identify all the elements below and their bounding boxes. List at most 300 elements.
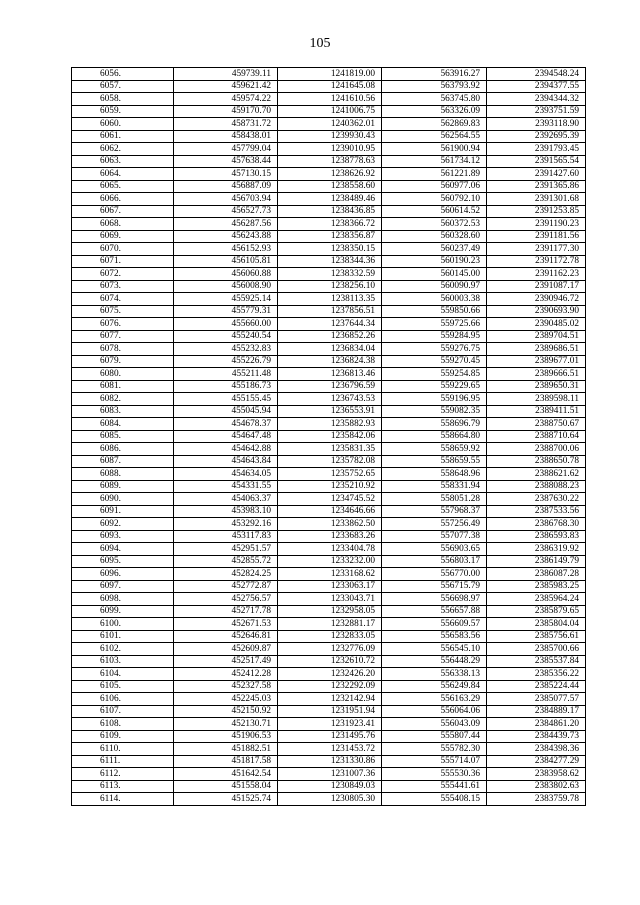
x2-cell: 555408.15 [382,793,487,806]
point-number-cell: 6069. [72,230,174,243]
x2-cell: 556657.88 [382,605,487,618]
y2-cell: 2391365.86 [487,180,586,193]
y1-cell: 1233043.71 [278,593,382,606]
table-row [72,593,586,606]
y2-cell: 2385804.04 [487,618,586,631]
y2-cell: 2393751.59 [487,105,586,118]
y2-cell: 2391162.23 [487,268,586,281]
point-number-cell: 6065. [72,180,174,193]
y1-cell: 1230849.03 [278,780,382,793]
x1-cell: 452646.81 [174,630,278,643]
y2-cell: 2389704.51 [487,330,586,343]
x2-cell: 560090.97 [382,280,487,293]
y2-cell: 2384439.73 [487,730,586,743]
y1-cell: 1235842.06 [278,430,382,443]
y1-cell: 1232292.09 [278,680,382,693]
point-number-cell: 6099. [72,605,174,618]
x1-cell: 452130.71 [174,718,278,731]
point-number-cell: 6072. [72,268,174,281]
x1-cell: 454063.37 [174,493,278,506]
x2-cell: 559850.66 [382,305,487,318]
point-number-cell: 6103. [72,655,174,668]
y1-cell: 1241819.00 [278,68,382,81]
y1-cell: 1233168.62 [278,568,382,581]
y2-cell: 2388650.78 [487,455,586,468]
point-number-cell: 6091. [72,505,174,518]
y1-cell: 1235831.35 [278,443,382,456]
x2-cell: 559082.35 [382,405,487,418]
table-row [72,80,586,93]
x2-cell: 556715.79 [382,580,487,593]
y1-cell: 1241006.75 [278,105,382,118]
x2-cell: 555714.07 [382,755,487,768]
table-row [72,605,586,618]
x2-cell: 560614.52 [382,205,487,218]
table-row [72,480,586,493]
x2-cell: 556249.84 [382,680,487,693]
point-number-cell: 6101. [72,630,174,643]
x2-cell: 559276.75 [382,343,487,356]
x2-cell: 559254.85 [382,368,487,381]
x2-cell: 556338.13 [382,668,487,681]
point-number-cell: 6108. [72,718,174,731]
point-number-cell: 6061. [72,130,174,143]
y1-cell: 1231951.94 [278,705,382,718]
y1-cell: 1233232.00 [278,555,382,568]
point-number-cell: 6059. [72,105,174,118]
y1-cell: 1238256.10 [278,280,382,293]
x1-cell: 454634.05 [174,468,278,481]
point-number-cell: 6079. [72,355,174,368]
y2-cell: 2387630.22 [487,493,586,506]
x1-cell: 455925.14 [174,293,278,306]
y2-cell: 2389650.31 [487,380,586,393]
table-row [72,230,586,243]
x1-cell: 459621.42 [174,80,278,93]
y1-cell: 1233404.78 [278,543,382,556]
table-row [72,630,586,643]
x2-cell: 556043.09 [382,718,487,731]
y2-cell: 2390485.02 [487,318,586,331]
point-number-cell: 6088. [72,468,174,481]
x1-cell: 452951.57 [174,543,278,556]
y2-cell: 2385077.57 [487,693,586,706]
point-number-cell: 6081. [72,380,174,393]
x2-cell: 559196.95 [382,393,487,406]
table-row [72,743,586,756]
table-row [72,543,586,556]
table-row [72,168,586,181]
x1-cell: 452717.78 [174,605,278,618]
point-number-cell: 6066. [72,193,174,206]
table-row [72,268,586,281]
y2-cell: 2384398.36 [487,743,586,756]
point-number-cell: 6104. [72,668,174,681]
table-row [72,793,586,806]
y2-cell: 2389686.51 [487,343,586,356]
x2-cell: 555807.44 [382,730,487,743]
table-row [72,343,586,356]
point-number-cell: 6105. [72,680,174,693]
x1-cell: 457638.44 [174,155,278,168]
y2-cell: 2391172.78 [487,255,586,268]
y1-cell: 1238356.87 [278,230,382,243]
point-number-cell: 6111. [72,755,174,768]
table-row [72,418,586,431]
x2-cell: 557968.37 [382,505,487,518]
x2-cell: 562564.55 [382,130,487,143]
x2-cell: 556609.57 [382,618,487,631]
y1-cell: 1238558.60 [278,180,382,193]
y2-cell: 2385756.61 [487,630,586,643]
y2-cell: 2391301.68 [487,193,586,206]
y2-cell: 2391565.54 [487,155,586,168]
table-row [72,680,586,693]
table-row [72,193,586,206]
y2-cell: 2388700.06 [487,443,586,456]
y2-cell: 2385537.84 [487,655,586,668]
table-row [72,205,586,218]
y1-cell: 1232833.05 [278,630,382,643]
x1-cell: 455186.73 [174,380,278,393]
x1-cell: 451525.74 [174,793,278,806]
y2-cell: 2385964.24 [487,593,586,606]
x1-cell: 452855.72 [174,555,278,568]
table-row [72,305,586,318]
y1-cell: 1235782.08 [278,455,382,468]
y2-cell: 2392695.39 [487,130,586,143]
table-row [72,655,586,668]
x2-cell: 560328.60 [382,230,487,243]
x2-cell: 556803.17 [382,555,487,568]
y2-cell: 2386087.28 [487,568,586,581]
x2-cell: 559284.95 [382,330,487,343]
point-number-cell: 6098. [72,593,174,606]
y2-cell: 2388621.62 [487,468,586,481]
table-row [72,518,586,531]
y1-cell: 1238366.72 [278,218,382,231]
y1-cell: 1236834.04 [278,343,382,356]
x2-cell: 560977.06 [382,180,487,193]
y1-cell: 1240362.01 [278,118,382,131]
table-row [72,755,586,768]
y1-cell: 1231007.36 [278,768,382,781]
table-row [72,505,586,518]
x2-cell: 563793.92 [382,80,487,93]
y2-cell: 2388750.67 [487,418,586,431]
point-number-cell: 6086. [72,443,174,456]
x1-cell: 456105.81 [174,255,278,268]
y1-cell: 1238344.36 [278,255,382,268]
table-body [72,68,586,806]
table-row [72,280,586,293]
x2-cell: 559229.65 [382,380,487,393]
y1-cell: 1239930.43 [278,130,382,143]
y1-cell: 1232610.72 [278,655,382,668]
x1-cell: 451906.53 [174,730,278,743]
y1-cell: 1239010.95 [278,143,382,156]
point-number-cell: 6056. [72,68,174,81]
y1-cell: 1237856.51 [278,305,382,318]
x1-cell: 451817.58 [174,755,278,768]
table-row [72,668,586,681]
x1-cell: 454678.37 [174,418,278,431]
x1-cell: 455155.45 [174,393,278,406]
y2-cell: 2391793.45 [487,143,586,156]
x2-cell: 563916.27 [382,68,487,81]
table-row [72,493,586,506]
point-number-cell: 6100. [72,618,174,631]
y2-cell: 2389598.11 [487,393,586,406]
table-row [72,430,586,443]
y2-cell: 2388088.23 [487,480,586,493]
table-row [72,443,586,456]
table-row [72,243,586,256]
x1-cell: 455045.94 [174,405,278,418]
point-number-cell: 6071. [72,255,174,268]
x2-cell: 559725.66 [382,318,487,331]
y1-cell: 1236553.91 [278,405,382,418]
x2-cell: 555441.61 [382,780,487,793]
point-number-cell: 6102. [72,643,174,656]
table-row [72,105,586,118]
x2-cell: 561221.89 [382,168,487,181]
point-number-cell: 6064. [72,168,174,181]
table-row [72,455,586,468]
y2-cell: 2393118.90 [487,118,586,131]
y2-cell: 2391181.56 [487,230,586,243]
x1-cell: 456008.90 [174,280,278,293]
point-number-cell: 6107. [72,705,174,718]
x1-cell: 456060.88 [174,268,278,281]
y1-cell: 1233683.26 [278,530,382,543]
y2-cell: 2386149.79 [487,555,586,568]
y1-cell: 1238489.46 [278,193,382,206]
x1-cell: 458731.72 [174,118,278,131]
point-number-cell: 6084. [72,418,174,431]
point-number-cell: 6058. [72,93,174,106]
x1-cell: 456703.94 [174,193,278,206]
x1-cell: 452772.87 [174,580,278,593]
point-number-cell: 6095. [72,555,174,568]
point-number-cell: 6075. [72,305,174,318]
y1-cell: 1231495.76 [278,730,382,743]
x2-cell: 558659.92 [382,443,487,456]
x1-cell: 455211.48 [174,368,278,381]
y1-cell: 1235882.93 [278,418,382,431]
x2-cell: 562869.83 [382,118,487,131]
y1-cell: 1234646.66 [278,505,382,518]
y2-cell: 2390946.72 [487,293,586,306]
table-row [72,330,586,343]
y2-cell: 2386593.83 [487,530,586,543]
table-row [72,155,586,168]
point-number-cell: 6106. [72,693,174,706]
x1-cell: 458438.01 [174,130,278,143]
x2-cell: 560372.53 [382,218,487,231]
x1-cell: 455232.83 [174,343,278,356]
point-number-cell: 6083. [72,405,174,418]
point-number-cell: 6085. [72,430,174,443]
point-number-cell: 6092. [72,518,174,531]
x2-cell: 558696.79 [382,418,487,431]
x1-cell: 452245.03 [174,693,278,706]
point-number-cell: 6112. [72,768,174,781]
point-number-cell: 6090. [72,493,174,506]
x2-cell: 561900.94 [382,143,487,156]
point-number-cell: 6070. [72,243,174,256]
x2-cell: 555782.30 [382,743,487,756]
point-number-cell: 6114. [72,793,174,806]
x2-cell: 560237.49 [382,243,487,256]
x1-cell: 456152.93 [174,243,278,256]
y2-cell: 2394377.55 [487,80,586,93]
table-row [72,705,586,718]
y2-cell: 2394548.24 [487,68,586,81]
x1-cell: 453983.10 [174,505,278,518]
y2-cell: 2389411.51 [487,405,586,418]
y1-cell: 1233862.50 [278,518,382,531]
point-number-cell: 6113. [72,780,174,793]
y1-cell: 1238626.92 [278,168,382,181]
table-row [72,143,586,156]
point-number-cell: 6073. [72,280,174,293]
x2-cell: 560003.38 [382,293,487,306]
point-number-cell: 6096. [72,568,174,581]
x1-cell: 452150.92 [174,705,278,718]
table-row [72,780,586,793]
point-number-cell: 6094. [72,543,174,556]
table-row [72,580,586,593]
point-number-cell: 6089. [72,480,174,493]
x2-cell: 560792.10 [382,193,487,206]
x1-cell: 451642.54 [174,768,278,781]
x1-cell: 452756.57 [174,593,278,606]
y2-cell: 2386768.30 [487,518,586,531]
x2-cell: 558331.94 [382,480,487,493]
y1-cell: 1232426.20 [278,668,382,681]
point-number-cell: 6080. [72,368,174,381]
y2-cell: 2391253.85 [487,205,586,218]
x1-cell: 454642.88 [174,443,278,456]
x1-cell: 455240.54 [174,330,278,343]
table-row [72,218,586,231]
y2-cell: 2383759.78 [487,793,586,806]
table-row [72,130,586,143]
point-number-cell: 6057. [72,80,174,93]
x1-cell: 459739.11 [174,68,278,81]
y2-cell: 2391427.60 [487,168,586,181]
y1-cell: 1232881.17 [278,618,382,631]
point-number-cell: 6076. [72,318,174,331]
y1-cell: 1238113.35 [278,293,382,306]
x2-cell: 558051.28 [382,493,487,506]
y2-cell: 2385224.44 [487,680,586,693]
y2-cell: 2389677.01 [487,355,586,368]
x2-cell: 557256.49 [382,518,487,531]
x1-cell: 452412.28 [174,668,278,681]
y2-cell: 2391177.30 [487,243,586,256]
point-number-cell: 6097. [72,580,174,593]
y1-cell: 1233063.17 [278,580,382,593]
table-row [72,180,586,193]
y1-cell: 1236852.26 [278,330,382,343]
table-row [72,568,586,581]
table-row [72,318,586,331]
point-number-cell: 6077. [72,330,174,343]
y1-cell: 1238332.59 [278,268,382,281]
y1-cell: 1241610.56 [278,93,382,106]
page-number: 105 [309,36,331,51]
table-row [72,380,586,393]
x1-cell: 456287.56 [174,218,278,231]
table-row [72,730,586,743]
y2-cell: 2384277.29 [487,755,586,768]
x2-cell: 556448.29 [382,655,487,668]
point-number-cell: 6062. [72,143,174,156]
x1-cell: 455779.31 [174,305,278,318]
y1-cell: 1231453.72 [278,743,382,756]
x2-cell: 556583.56 [382,630,487,643]
x1-cell: 459170.70 [174,105,278,118]
y1-cell: 1236796.59 [278,380,382,393]
y1-cell: 1235210.92 [278,480,382,493]
x1-cell: 456243.88 [174,230,278,243]
coordinates-table [71,67,586,806]
point-number-cell: 6109. [72,730,174,743]
y1-cell: 1241645.08 [278,80,382,93]
y1-cell: 1234745.52 [278,493,382,506]
y2-cell: 2391087.17 [487,280,586,293]
x1-cell: 453292.16 [174,518,278,531]
x2-cell: 557077.38 [382,530,487,543]
y2-cell: 2388710.64 [487,430,586,443]
x1-cell: 452327.58 [174,680,278,693]
point-number-cell: 6082. [72,393,174,406]
table-row [72,643,586,656]
y1-cell: 1232776.09 [278,643,382,656]
y1-cell: 1237644.34 [278,318,382,331]
x2-cell: 556163.29 [382,693,487,706]
x2-cell: 556903.65 [382,543,487,556]
y1-cell: 1230805.30 [278,793,382,806]
point-number-cell: 6068. [72,218,174,231]
point-number-cell: 6067. [72,205,174,218]
x1-cell: 456527.73 [174,205,278,218]
x2-cell: 556064.06 [382,705,487,718]
y2-cell: 2387533.56 [487,505,586,518]
y2-cell: 2385983.25 [487,580,586,593]
x1-cell: 452517.49 [174,655,278,668]
point-number-cell: 6060. [72,118,174,131]
y2-cell: 2394344.32 [487,93,586,106]
table-row [72,468,586,481]
point-number-cell: 6110. [72,743,174,756]
x2-cell: 555530.36 [382,768,487,781]
table-row [72,693,586,706]
y1-cell: 1236824.38 [278,355,382,368]
x2-cell: 558659.55 [382,455,487,468]
x2-cell: 560190.23 [382,255,487,268]
y2-cell: 2385356.22 [487,668,586,681]
x1-cell: 454647.48 [174,430,278,443]
x1-cell: 455226.79 [174,355,278,368]
x1-cell: 454643.84 [174,455,278,468]
y2-cell: 2389666.51 [487,368,586,381]
x1-cell: 452671.53 [174,618,278,631]
y1-cell: 1236813.46 [278,368,382,381]
y1-cell: 1238778.63 [278,155,382,168]
